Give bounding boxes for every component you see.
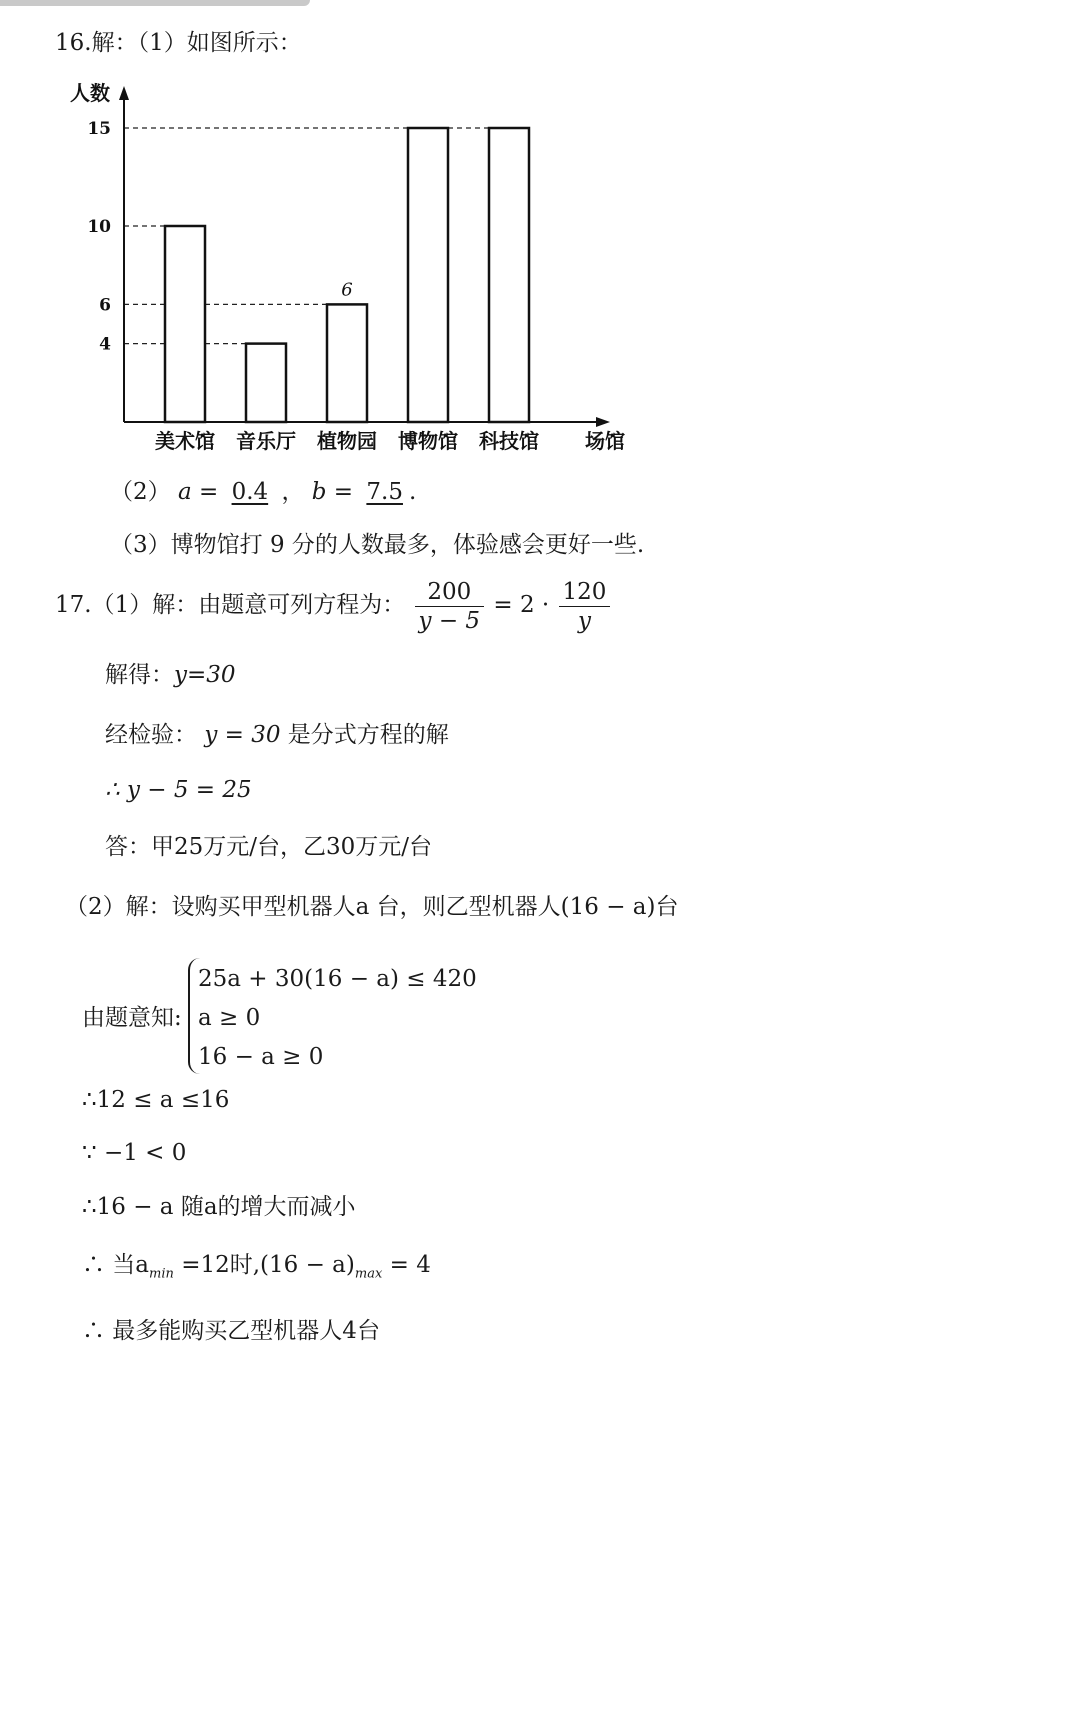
x-tick-label-1: 音乐厅 xyxy=(236,429,296,453)
b-value: 7.5 xyxy=(366,479,403,505)
a-value: 0.4 xyxy=(231,479,269,505)
fraction-left-denominator: y − 5 xyxy=(418,607,481,634)
range-line: ∴12 ≤ a ≤16 xyxy=(82,1087,230,1113)
q16-heading: 16.解：（1）如图所示： xyxy=(55,30,302,56)
system-label: 由题意知: xyxy=(82,1005,182,1031)
fraction-left-numerator: 200 xyxy=(415,578,485,607)
scroll-indicator-bar xyxy=(0,0,310,6)
y-tick-label-2: 6 xyxy=(99,295,111,316)
separator: ， xyxy=(281,479,305,505)
y-axis-label: 人数 xyxy=(70,81,110,105)
x-tick-label-4: 科技馆 xyxy=(479,429,539,453)
check-line xyxy=(105,720,449,750)
final-answer-line: ∴ 最多能购买乙型机器人4台 xyxy=(82,1318,380,1344)
q16-part2 xyxy=(110,477,416,507)
q17-part2-setup: （2）解：设购买甲型机器人a 台，则乙型机器人(16 − a)台 xyxy=(65,894,679,920)
fraction-right xyxy=(559,578,611,635)
system-row-3: 16 − a ≥ 0 xyxy=(198,1044,324,1070)
check-equation: y = 30 xyxy=(204,722,281,748)
max-subscript: max xyxy=(354,1266,383,1282)
part2-end: . xyxy=(408,479,417,505)
solve-value: y=30 xyxy=(174,662,236,688)
therefore-line-1: ∴ y − 5 = 25 xyxy=(105,777,252,803)
solve-label: 解得： xyxy=(105,662,174,688)
answer-line-1: 答：甲25万元/台，乙30万元/台 xyxy=(105,834,433,860)
fraction-right-denominator: y xyxy=(577,607,591,634)
min-a-prefix: ∴ 当a xyxy=(82,1252,150,1278)
equation-middle: = 2 · xyxy=(493,592,550,618)
x-tick-label-2: 植物园 xyxy=(317,429,377,453)
check-rest: 是分式方程的解 xyxy=(287,722,449,748)
solve-line xyxy=(105,660,236,690)
y-tick-label-0: 15 xyxy=(87,119,111,139)
data-label-0: 6 xyxy=(341,279,353,301)
bar-chart xyxy=(0,70,1067,540)
q17-part1-prefix: 17.（1）解：由题意可列方程为： xyxy=(55,592,406,618)
part2-prefix: （2） xyxy=(110,479,171,505)
x-axis-label: 场馆 xyxy=(585,429,625,453)
y-axis-arrow xyxy=(119,86,129,100)
system-row-1: 25a + 30(16 − a) ≤ 420 xyxy=(198,966,477,992)
because-line: ∵ −1 < 0 xyxy=(82,1140,187,1166)
check-label: 经检验： xyxy=(105,722,197,748)
q16-part3: （3）博物馆打 9 分的人数最多，体验感会更好一些. xyxy=(110,532,645,558)
fraction-right-numerator: 120 xyxy=(559,578,611,607)
min-subscript: min xyxy=(149,1266,174,1282)
bar-1 xyxy=(246,344,286,422)
bar-0 xyxy=(165,226,205,422)
x-tick-label-0: 美术馆 xyxy=(155,429,215,453)
min-a-middle: =12时,(16 − a) xyxy=(173,1252,355,1278)
q17-part1-equation xyxy=(55,575,612,635)
bar-3 xyxy=(408,128,448,422)
bar-4 xyxy=(489,128,529,422)
b-label: b = xyxy=(311,479,354,505)
x-axis-arrow xyxy=(596,417,610,427)
y-tick-label-3: 4 xyxy=(99,334,111,355)
min-max-line xyxy=(82,1250,431,1290)
x-tick-label-3: 博物馆 xyxy=(398,429,458,453)
fraction-left xyxy=(415,578,485,635)
system-row-2: a ≥ 0 xyxy=(198,1005,261,1031)
decreasing-line: ∴16 − a 随a的增大而减小 xyxy=(82,1194,356,1220)
a-label: a = xyxy=(177,479,219,505)
y-tick-label-1: 10 xyxy=(87,217,111,237)
bar-2 xyxy=(327,304,367,422)
max-value: = 4 xyxy=(382,1252,431,1278)
